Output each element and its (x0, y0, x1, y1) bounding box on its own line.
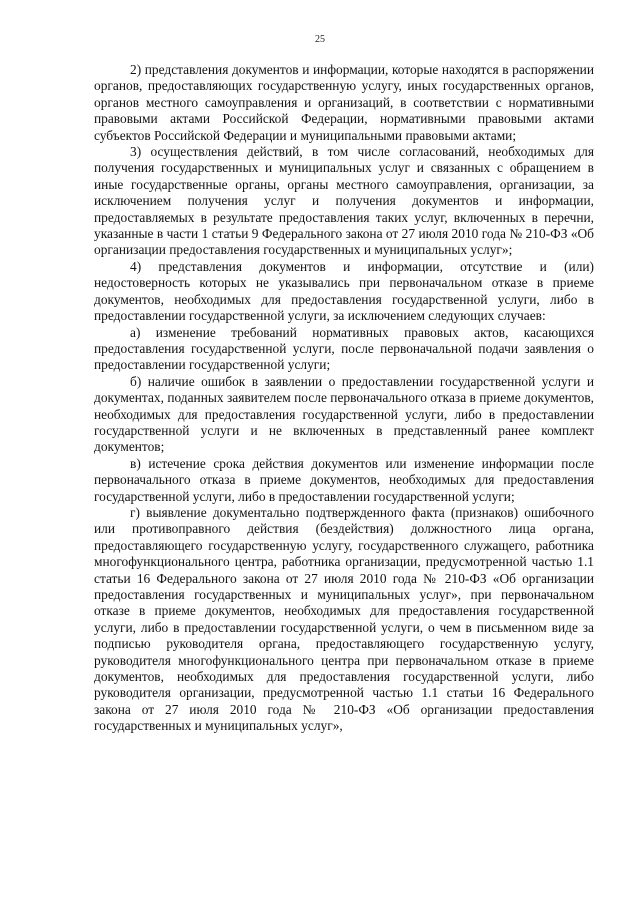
paragraph-item-2: 2) представления документов и информации, которые находятся в распоряжении органов, предоставляющих государственную услугу, иных государственных органов, органов местного самоуправления и организаций, в соответствии с нормативными правовыми актами Российской Федерации, нормативными правовыми актами субъектов Российской Федерации и муниципальными правовыми актами; (94, 62, 594, 143)
page-number: 25 (315, 34, 325, 45)
paragraph-item-4: 4) представления документов и информации, отсутствие и (или) недостоверность которых не указывались при первоначальном отказе в приеме документов, необходимых для предоставления государственной услуги, либо в предоставлении государственной услуги, за исключением следующих случаев: (94, 258, 594, 324)
document-body (94, 62, 594, 735)
paragraph-subitem-b: б) наличие ошибок в заявлении о предоставлении государственной услуги и документах, поданных заявителем после первоначального отказа в приеме документов, необходимых для предоставления государственной услуги, либо в предоставлении государственной услуги и не включенных в представленный ранее комплект документов; (94, 373, 594, 455)
paragraph-subitem-g: г) выявление документально подтвержденного факта (признаков) ошибочного или противоправного действия (бездействия) должностного лица органа, предоставляющего государственную услугу, государственного служащего, работника многофункционального центра, работника организации, предусмотренной частью 1.1 статьи 16 Федерального закона от 27 июля 2010 года № 210-ФЗ «Об организации предоставления государственных и муниципальных услуг», при первоначальном отказе в приеме документов, необходимых для предоставления государственной услуги, либо в предоставлении государственной услуги, о чем в письменном виде за подписью руководителя органа, предоставляющего государственную услугу, руководителя многофункционального центра при первоначальном отказе в приеме документов, необходимых для предоставления государственной услуги, либо руководителя организации, предусмотренной частью 1.1 статьи 16 Федерального закона от 27 июля 2010 года № 210-ФЗ «Об организации предоставления государственных и муниципальных услуг», (94, 504, 594, 734)
paragraph-subitem-v: в) истечение срока действия документов или изменение информации после первоначального отказа в приеме документов, необходимых для предоставления государственной услуги, либо в предоставлении государственной услуги; (94, 455, 594, 504)
paragraph-subitem-a: а) изменение требований нормативных правовых актов, касающихся предоставления государственной услуги, после первоначальной подачи заявления о предоставлении государственной услуги; (94, 324, 594, 373)
paragraph-item-3: 3) осуществления действий, в том числе согласований, необходимых для получения государственных и муниципальных услуг и связанных с обращением в иные государственные органы, органы местного самоуправления, организации, за исключением получения услуг и получения документов и информации, предоставляемых в результате предоставления таких услуг, включенных в перечни, указанные в части 1 статьи 9 Федерального закона от 27 июля 2010 года № 210-ФЗ «Об организации предоставления государственных и муниципальных услуг»; (94, 144, 594, 258)
